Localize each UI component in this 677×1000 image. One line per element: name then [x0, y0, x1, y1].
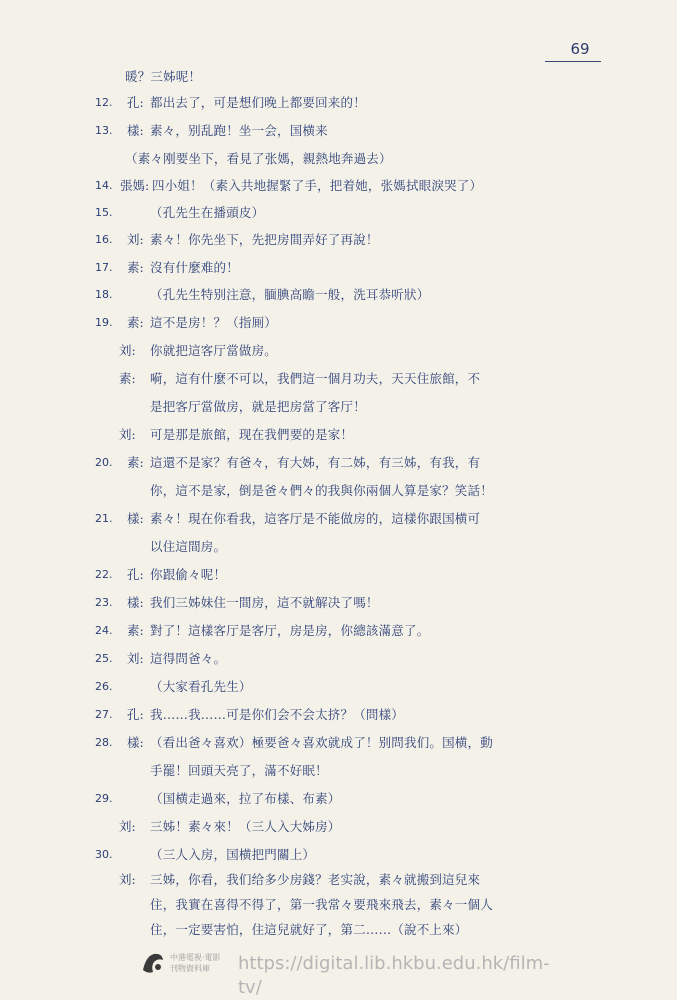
- script-line: [0, 843, 677, 867]
- script-line: [0, 311, 677, 335]
- script-line: [0, 228, 677, 252]
- script-line: [0, 339, 677, 363]
- speaker-label: 樣:: [127, 511, 144, 526]
- line-number: 15.: [95, 206, 113, 219]
- script-line: [0, 147, 677, 171]
- dialogue-text: 可是那是旅館，现在我們要的是家！: [150, 427, 354, 442]
- script-line: [0, 787, 677, 811]
- script-line: [0, 759, 677, 783]
- dialogue-text: 四小姐！（素入共地握緊了手，把着她，张媽拭眼淚哭了）: [152, 178, 483, 193]
- page-number: 69: [570, 40, 590, 58]
- archive-name-line2: 刊物資料庫: [170, 964, 210, 973]
- script-line: [0, 815, 677, 839]
- speaker-label: 樣:: [127, 595, 144, 610]
- dialogue-text: 素々！你先坐下，先把房間弄好了再說！: [150, 232, 379, 247]
- dialogue-text: 三姊，你看，我们给多少房錢？老实說，素々就搬到這兒來: [150, 872, 481, 887]
- dialogue-text: （国横走過來，拉了布樣、布素）: [150, 791, 341, 806]
- archive-logo-icon: [140, 950, 166, 976]
- script-line: [0, 591, 677, 615]
- line-number: 26.: [95, 680, 113, 693]
- speaker-label: 刘:: [119, 819, 136, 834]
- script-line: [0, 119, 677, 143]
- line-number: 30.: [95, 848, 113, 861]
- line-number: 23.: [95, 596, 113, 609]
- archive-name-line1: 中港電視‧電影: [170, 953, 221, 962]
- script-line: [0, 283, 677, 307]
- dialogue-text: 嗬，這有什麼不可以，我們這一個月功夫，天天住旅館，不: [150, 371, 481, 386]
- speaker-label: 素:: [127, 455, 144, 470]
- dialogue-text: 沒有什麼难的！: [150, 260, 239, 275]
- dialogue-text: 是把客厅當做房，就是把房當了客厅！: [150, 399, 366, 414]
- script-line: [0, 619, 677, 643]
- dialogue-text: 你跟偷々呢！: [150, 567, 227, 582]
- line-number: 13.: [95, 124, 113, 137]
- dialogue-text: （孔先生特别注意，腼腆高瞻一般，洗耳恭听狀）: [150, 287, 430, 302]
- speaker-label: 孔:: [127, 567, 144, 582]
- dialogue-text: 對了！這樣客厅是客厅，房是房，你總該滿意了。: [150, 623, 430, 638]
- speaker-label: 刘:: [127, 232, 144, 247]
- script-line: [0, 703, 677, 727]
- line-number: 18.: [95, 288, 113, 301]
- script-line: [0, 535, 677, 559]
- line-number: 28.: [95, 736, 113, 749]
- script-line: [0, 91, 677, 115]
- script-line: [0, 647, 677, 671]
- script-line: [0, 563, 677, 587]
- watermark: [140, 950, 560, 998]
- dialogue-text: 這得問爸々。: [150, 651, 227, 666]
- speaker-label: 樣:: [127, 123, 144, 138]
- dialogue-text: 素々！現在你看我，這客厅是不能做房的，這樣你跟国横可: [150, 511, 481, 526]
- script-line: [0, 731, 677, 755]
- archive-name: [170, 952, 230, 974]
- dialogue-text: 你，這不是家，倒是爸々們々的我與你兩個人算是家？笑話！: [150, 483, 493, 498]
- dialogue-text: 我……我……可是你们会不会太挤？（問樣）: [150, 707, 405, 722]
- dialogue-text: （看出爸々喜欢）極要爸々喜欢就成了！别問我们。国横，動: [150, 735, 493, 750]
- dialogue-text: 暖？三姊呢！: [125, 69, 202, 84]
- script-line: [0, 868, 677, 892]
- script-line: [0, 367, 677, 391]
- speaker-label: 素:: [127, 315, 144, 330]
- script-line: [0, 675, 677, 699]
- dialogue-text: 住，一定要害怕，住這兒就好了，第二……（說不上來）: [150, 922, 468, 937]
- script-line: [0, 201, 677, 225]
- line-number: 20.: [95, 456, 113, 469]
- speaker-label: 刘:: [127, 651, 144, 666]
- script-line: [0, 479, 677, 503]
- script-line: [0, 65, 677, 89]
- script-line: [0, 256, 677, 280]
- script-line: [0, 507, 677, 531]
- dialogue-text: 這不是房！？（指厠）: [150, 315, 278, 330]
- speaker-label: 張媽:: [120, 178, 150, 193]
- dialogue-text: （三人入房，国横把門關上）: [150, 847, 316, 862]
- script-line: [0, 893, 677, 917]
- dialogue-text: 你就把這客厅當做房。: [150, 343, 278, 358]
- script-line: [0, 918, 677, 942]
- speaker-label: 樣:: [127, 735, 144, 750]
- dialogue-text: 我们三姊妹住一間房，這不就解决了嗎！: [150, 595, 379, 610]
- script-line: [0, 423, 677, 447]
- script-line: [0, 174, 677, 198]
- dialogue-text: 三姊！素々來！（三人入大姊房）: [150, 819, 341, 834]
- dialogue-text: 素々，别乱跑！坐一会，国横来: [150, 123, 328, 138]
- line-number: 17.: [95, 261, 113, 274]
- speaker-label: 刘:: [119, 872, 136, 887]
- dialogue-text: （素々刚要坐下，看見了张媽，親熱地奔過去）: [125, 151, 392, 166]
- line-number: 14.: [95, 179, 113, 192]
- script-line: [0, 451, 677, 475]
- page-number-underline: [545, 61, 601, 62]
- line-number: 24.: [95, 624, 113, 637]
- dialogue-text: 住，我實在喜得不得了，第一我常々要飛來飛去，素々一個人: [150, 897, 493, 912]
- speaker-label: 素:: [127, 623, 144, 638]
- line-number: 21.: [95, 512, 113, 525]
- dialogue-text: 手罷！回頭天亮了，滿不好眠！: [150, 763, 328, 778]
- line-number: 16.: [95, 233, 113, 246]
- dialogue-text: 這還不是家？有爸々，有大姊，有二姊，有三姊，有我，有: [150, 455, 481, 470]
- speaker-label: 刘:: [119, 343, 136, 358]
- line-number: 19.: [95, 316, 113, 329]
- speaker-label: 孔:: [127, 707, 144, 722]
- line-number: 12.: [95, 96, 113, 109]
- line-number: 29.: [95, 792, 113, 805]
- dialogue-text: 都出去了，可是想们晚上都要回来的！: [150, 95, 366, 110]
- script-line: [0, 395, 677, 419]
- line-number: 27.: [95, 708, 113, 721]
- dialogue-text: （大家看孔先生）: [150, 679, 252, 694]
- line-number: 22.: [95, 568, 113, 581]
- dialogue-text: （孔先生在播頭皮）: [150, 205, 265, 220]
- dialogue-text: 以住這間房。: [150, 539, 227, 554]
- speaker-label: 孔:: [127, 95, 144, 110]
- speaker-label: 素:: [119, 371, 136, 386]
- speaker-label: 素:: [127, 260, 144, 275]
- line-number: 25.: [95, 652, 113, 665]
- archive-url: https://digital.lib.hkbu.edu.hk/film-tv/: [238, 953, 550, 998]
- speaker-label: 刘:: [119, 427, 136, 442]
